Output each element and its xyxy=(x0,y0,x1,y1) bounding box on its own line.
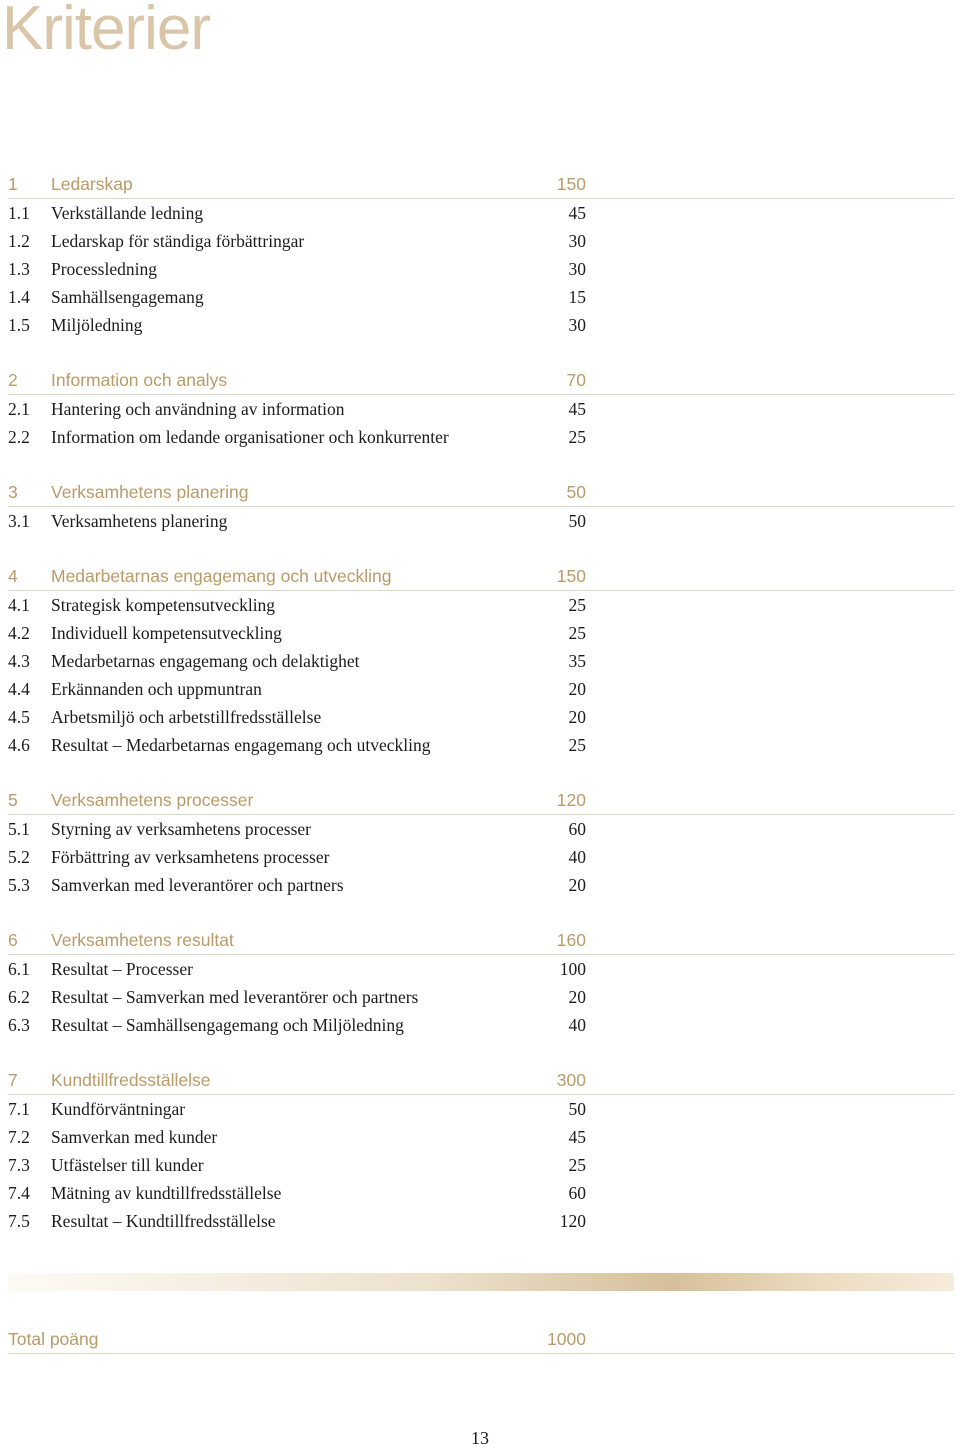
item-label: Resultat – Medarbetarnas engagemang och utveckling xyxy=(51,734,431,755)
item-label: Arbetsmiljö och arbetstillfredsställelse xyxy=(51,706,322,727)
item-points: 45 xyxy=(568,1126,586,1147)
item-number: 6.2 xyxy=(8,986,30,1007)
criteria-item xyxy=(8,1151,954,1179)
section-header xyxy=(8,170,954,199)
item-number: 5.1 xyxy=(8,818,30,839)
section-points: 300 xyxy=(556,1069,586,1090)
item-points: 30 xyxy=(568,314,586,335)
criteria-section xyxy=(8,170,954,339)
criteria-section xyxy=(8,562,954,759)
criteria-item xyxy=(8,1179,954,1207)
item-number: 4.2 xyxy=(8,622,30,643)
criteria-item xyxy=(8,619,954,647)
item-label: Samverkan med leverantörer och partners xyxy=(51,874,344,895)
item-points: 50 xyxy=(568,510,586,531)
item-points: 40 xyxy=(568,846,586,867)
page-number: 13 xyxy=(471,1428,489,1448)
section-points: 70 xyxy=(566,369,586,390)
item-label: Verksamhetens planering xyxy=(51,510,228,531)
criteria-item xyxy=(8,1011,954,1039)
item-number: 1.1 xyxy=(8,202,30,223)
item-points: 30 xyxy=(568,230,586,251)
section-number: 5 xyxy=(8,789,18,810)
item-points: 25 xyxy=(568,1154,586,1175)
criteria-item xyxy=(8,1123,954,1151)
criteria-item xyxy=(8,395,954,423)
criteria-section xyxy=(8,478,954,535)
gold-divider-band xyxy=(8,1273,954,1291)
item-number: 4.5 xyxy=(8,706,30,727)
item-label: Styrning av verksamhetens processer xyxy=(51,818,311,839)
item-label: Hantering och användning av information xyxy=(51,398,345,419)
criteria-table xyxy=(8,170,954,1262)
section-number: 7 xyxy=(8,1069,18,1090)
section-header xyxy=(8,926,954,955)
criteria-item xyxy=(8,423,954,451)
section-number: 2 xyxy=(8,369,18,390)
criteria-item xyxy=(8,199,954,227)
item-label: Ledarskap för ständiga förbättringar xyxy=(51,230,305,251)
criteria-section xyxy=(8,1066,954,1235)
item-label: Verkställande ledning xyxy=(51,202,204,223)
item-number: 7.4 xyxy=(8,1182,30,1203)
section-points: 120 xyxy=(556,789,586,810)
item-label: Resultat – Processer xyxy=(51,958,193,979)
total-label: Total poäng xyxy=(8,1328,99,1349)
section-number: 1 xyxy=(8,173,18,194)
criteria-item xyxy=(8,815,954,843)
section-header xyxy=(8,478,954,507)
criteria-item xyxy=(8,283,954,311)
criteria-item xyxy=(8,843,954,871)
criteria-item xyxy=(8,227,954,255)
section-title: Medarbetarnas engagemang och utveckling xyxy=(51,565,392,586)
item-label: Resultat – Kundtillfredsställelse xyxy=(51,1210,276,1231)
criteria-section xyxy=(8,366,954,451)
criteria-item xyxy=(8,1095,954,1123)
criteria-item xyxy=(8,675,954,703)
item-number: 1.2 xyxy=(8,230,30,251)
criteria-item xyxy=(8,507,954,535)
item-number: 5.2 xyxy=(8,846,30,867)
section-points: 150 xyxy=(556,565,586,586)
section-title: Kundtillfredsställelse xyxy=(51,1069,211,1090)
item-label: Samhällsengagemang xyxy=(51,286,204,307)
item-label: Utfästelser till kunder xyxy=(51,1154,204,1175)
item-points: 120 xyxy=(559,1210,586,1231)
section-header xyxy=(8,366,954,395)
criteria-item xyxy=(8,983,954,1011)
item-label: Mätning av kundtillfredsställelse xyxy=(51,1182,282,1203)
item-points: 45 xyxy=(568,202,586,223)
criteria-item xyxy=(8,871,954,899)
item-label: Erkännanden och uppmuntran xyxy=(51,678,262,699)
total-points: 1000 xyxy=(547,1328,586,1349)
section-number: 3 xyxy=(8,481,18,502)
section-header xyxy=(8,1066,954,1095)
item-number: 4.3 xyxy=(8,650,30,671)
item-points: 50 xyxy=(568,1098,586,1119)
item-points: 60 xyxy=(568,1182,586,1203)
section-points: 150 xyxy=(556,173,586,194)
item-points: 25 xyxy=(568,734,586,755)
criteria-item xyxy=(8,647,954,675)
section-header xyxy=(8,562,954,591)
item-points: 15 xyxy=(568,286,586,307)
section-points: 160 xyxy=(556,929,586,950)
item-points: 25 xyxy=(568,426,586,447)
item-number: 5.3 xyxy=(8,874,30,895)
item-points: 25 xyxy=(568,594,586,615)
criteria-item xyxy=(8,255,954,283)
item-label: Samverkan med kunder xyxy=(51,1126,218,1147)
item-number: 2.2 xyxy=(8,426,30,447)
item-number: 4.4 xyxy=(8,678,30,699)
item-points: 30 xyxy=(568,258,586,279)
item-points: 35 xyxy=(568,650,586,671)
item-label: Processledning xyxy=(51,258,157,279)
section-title: Ledarskap xyxy=(51,173,133,194)
section-header xyxy=(8,786,954,815)
item-label: Information om ledande organisationer och konkurrenter xyxy=(51,426,449,447)
item-points: 20 xyxy=(568,874,586,895)
section-points: 50 xyxy=(566,481,586,502)
item-number: 4.6 xyxy=(8,734,30,755)
item-label: Resultat – Samverkan med leverantörer och partners xyxy=(51,986,419,1007)
item-points: 45 xyxy=(568,398,586,419)
item-number: 4.1 xyxy=(8,594,30,615)
item-label: Miljöledning xyxy=(51,314,143,335)
criteria-item xyxy=(8,731,954,759)
item-number: 7.5 xyxy=(8,1210,30,1231)
item-number: 1.3 xyxy=(8,258,30,279)
section-title: Verksamhetens planering xyxy=(51,481,249,502)
item-number: 7.3 xyxy=(8,1154,30,1175)
item-points: 100 xyxy=(559,958,586,979)
item-number: 3.1 xyxy=(8,510,30,531)
criteria-section xyxy=(8,786,954,899)
page-title: Kriterier xyxy=(2,0,211,63)
item-number: 6.1 xyxy=(8,958,30,979)
item-points: 20 xyxy=(568,678,586,699)
item-number: 1.4 xyxy=(8,286,30,307)
item-label: Individuell kompetensutveckling xyxy=(51,622,282,643)
item-points: 20 xyxy=(568,706,586,727)
criteria-item xyxy=(8,703,954,731)
item-label: Resultat – Samhällsengagemang och Miljöledning xyxy=(51,1014,404,1035)
item-points: 40 xyxy=(568,1014,586,1035)
item-label: Medarbetarnas engagemang och delaktighet xyxy=(51,650,360,671)
item-points: 20 xyxy=(568,986,586,1007)
section-number: 6 xyxy=(8,929,18,950)
item-number: 7.1 xyxy=(8,1098,30,1119)
item-label: Kundförväntningar xyxy=(51,1098,186,1119)
criteria-item xyxy=(8,955,954,983)
criteria-item xyxy=(8,591,954,619)
total-row xyxy=(8,1325,954,1354)
criteria-section xyxy=(8,926,954,1039)
section-title: Information och analys xyxy=(51,369,228,390)
item-points: 25 xyxy=(568,622,586,643)
criteria-item xyxy=(8,1207,954,1235)
item-label: Strategisk kompetensutveckling xyxy=(51,594,276,615)
item-number: 7.2 xyxy=(8,1126,30,1147)
section-title: Verksamhetens resultat xyxy=(51,929,234,950)
item-label: Förbättring av verksamhetens processer xyxy=(51,846,330,867)
section-title: Verksamhetens processer xyxy=(51,789,254,810)
item-points: 60 xyxy=(568,818,586,839)
item-number: 1.5 xyxy=(8,314,30,335)
item-number: 6.3 xyxy=(8,1014,30,1035)
item-number: 2.1 xyxy=(8,398,30,419)
criteria-item xyxy=(8,311,954,339)
section-number: 4 xyxy=(8,565,18,586)
